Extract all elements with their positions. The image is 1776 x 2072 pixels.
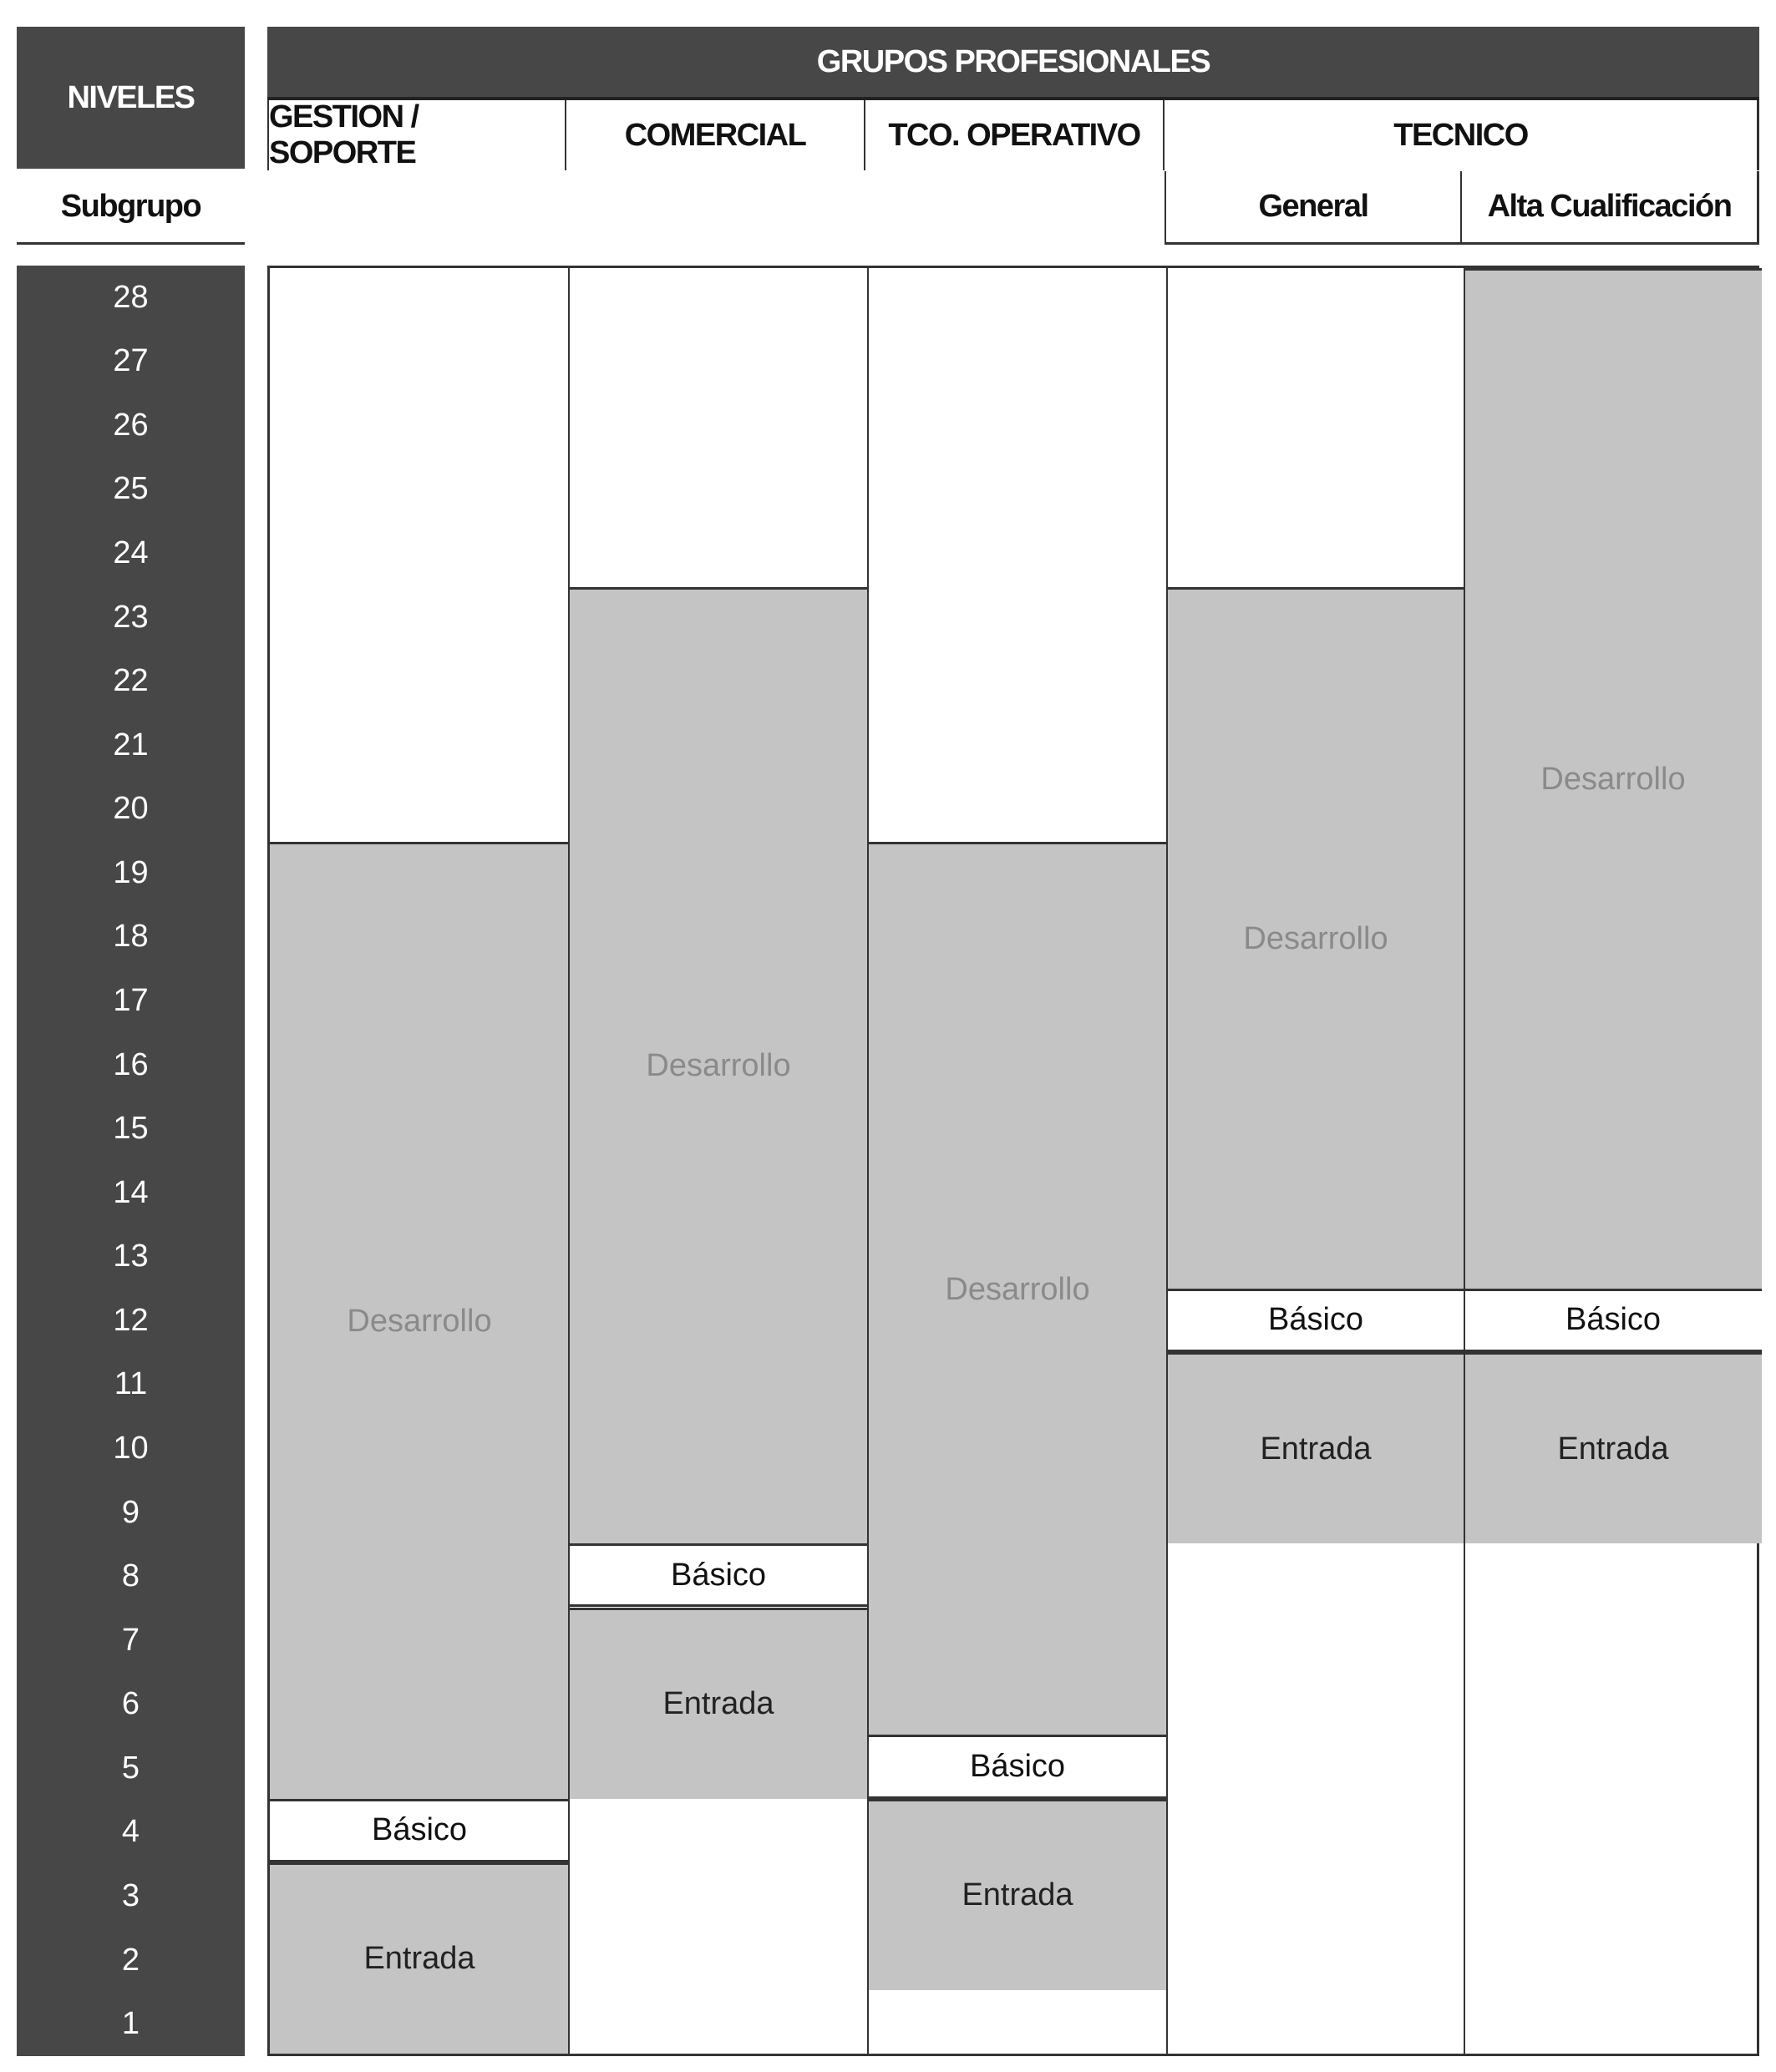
- column-divider: [568, 268, 570, 2054]
- band-entrada: Entrada: [1464, 1352, 1762, 1543]
- level-number: 9: [121, 1494, 140, 1530]
- column-divider: [1166, 268, 1168, 2054]
- band-basico: Básico: [868, 1735, 1167, 1798]
- band-basico: Básico: [270, 1799, 569, 1862]
- band-desarrollo: Desarrollo: [868, 842, 1167, 1735]
- level-number: 23: [113, 599, 149, 635]
- level-number: 25: [113, 471, 149, 507]
- subheader-general: General: [1165, 171, 1462, 245]
- column-header-row: [267, 97, 1759, 170]
- level-number: 12: [113, 1302, 149, 1338]
- band-basico: Básico: [1464, 1289, 1762, 1352]
- level-number: 19: [113, 854, 149, 890]
- column-header-tecnico: TECNICO: [1165, 100, 1759, 170]
- grupos-profesionales-header: GRUPOS PROFESIONALES: [267, 27, 1759, 97]
- band-entrada: Entrada: [270, 1862, 569, 2054]
- level-number: 16: [113, 1046, 149, 1082]
- level-number: 20: [113, 791, 149, 827]
- band-desarrollo: Desarrollo: [270, 842, 569, 1798]
- level-column: [17, 266, 245, 2056]
- level-number: 13: [113, 1239, 149, 1274]
- level-number: 4: [121, 1814, 140, 1850]
- level-number: 11: [114, 1366, 148, 1402]
- niveles-header: NIVELES: [17, 27, 245, 169]
- level-number: 14: [113, 1174, 149, 1210]
- level-number: 3: [121, 1878, 140, 1914]
- band-desarrollo: Desarrollo: [1464, 268, 1762, 1289]
- level-number: 10: [113, 1431, 149, 1467]
- level-number: 26: [113, 407, 149, 443]
- column-divider: [867, 268, 869, 2054]
- level-number: 15: [113, 1111, 149, 1147]
- subheader-alta-cualificacion: Alta Cualificación: [1462, 171, 1759, 245]
- level-number: 21: [113, 727, 149, 762]
- career-grid: [267, 266, 1759, 2056]
- column-header-gestion-soporte: GESTION / SOPORTE: [267, 100, 566, 170]
- level-number: 22: [113, 663, 149, 699]
- level-number: 2: [121, 1942, 140, 1978]
- band-basico: Básico: [569, 1543, 868, 1607]
- level-number: 28: [113, 279, 149, 315]
- band-entrada: Entrada: [1167, 1352, 1464, 1543]
- band-basico: Básico: [1167, 1289, 1464, 1352]
- level-number: 5: [121, 1750, 140, 1786]
- band-entrada: Entrada: [868, 1799, 1167, 1990]
- column-header-comercial: COMERCIAL: [566, 100, 865, 170]
- subgrupo-header: Subgrupo: [17, 171, 245, 245]
- level-number: 7: [121, 1622, 140, 1658]
- band-entrada: Entrada: [569, 1608, 868, 1799]
- band-desarrollo: Desarrollo: [1167, 587, 1464, 1289]
- level-number: 8: [121, 1558, 140, 1594]
- column-header-tco-operativo: TCO. OPERATIVO: [865, 100, 1165, 170]
- band-desarrollo: Desarrollo: [569, 587, 868, 1543]
- level-number: 6: [121, 1686, 140, 1722]
- level-number: 18: [113, 919, 149, 955]
- column-divider: [1464, 268, 1465, 2054]
- level-number: 17: [113, 983, 149, 1019]
- level-number: 24: [113, 535, 149, 571]
- level-number: 27: [113, 343, 149, 379]
- level-number: 1: [121, 2006, 140, 2042]
